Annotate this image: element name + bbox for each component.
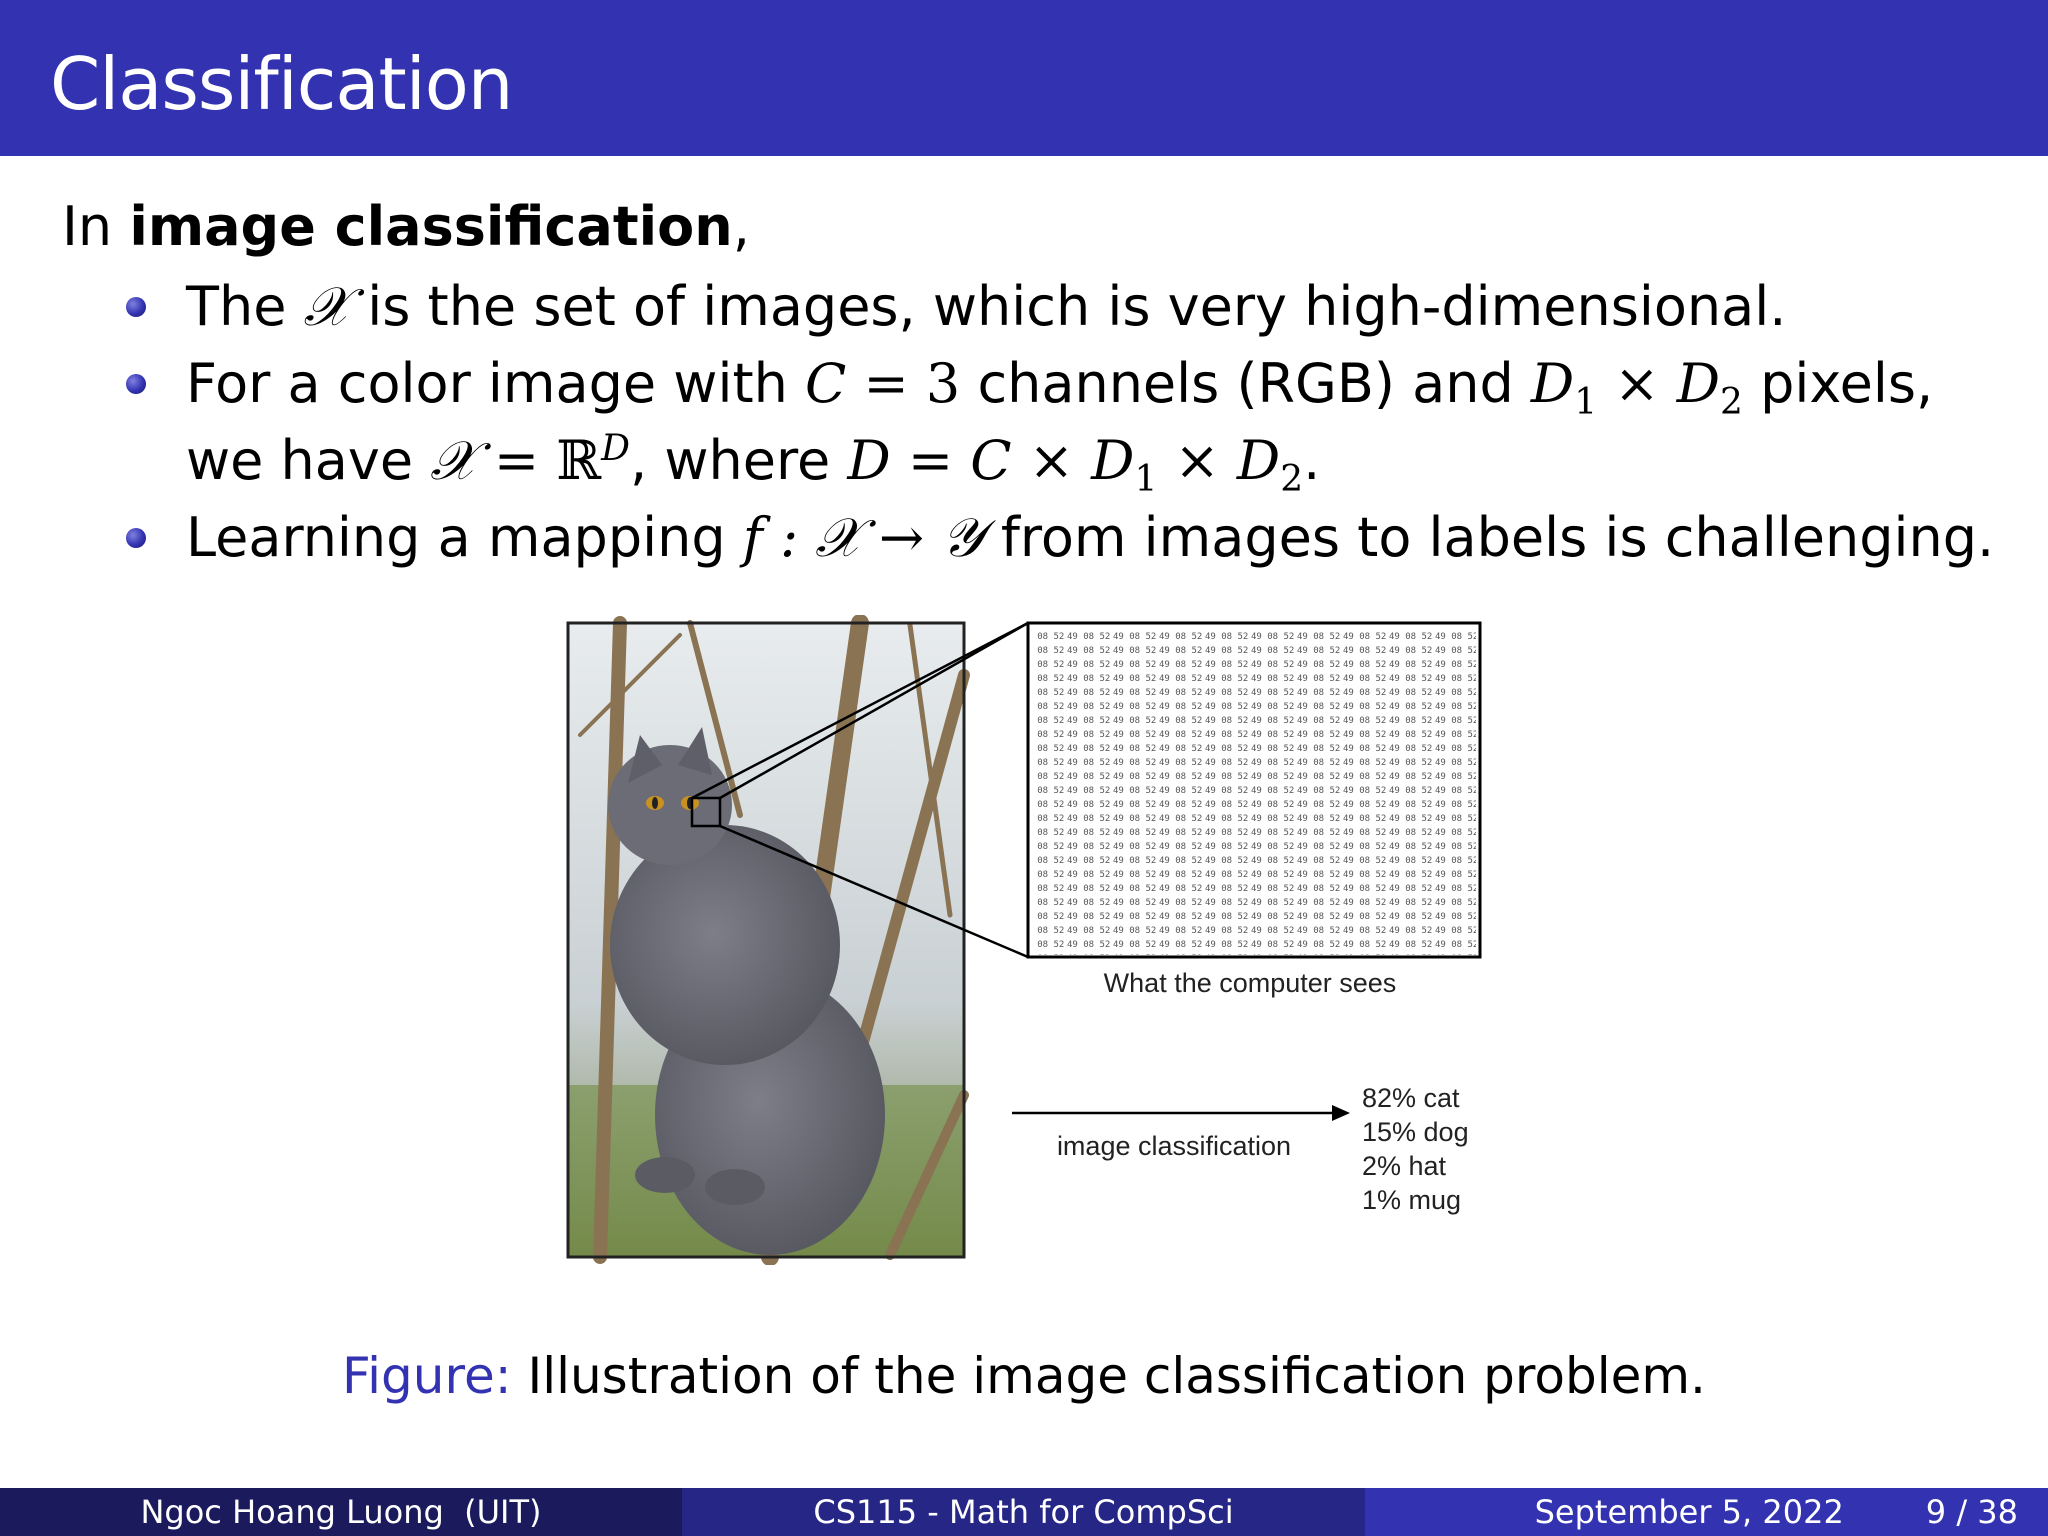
intro-bold-term: image classification xyxy=(129,195,733,258)
footer-page-number: 9 / 38 xyxy=(1925,1493,2018,1531)
prediction-dog: 15% dog xyxy=(1362,1117,1469,1147)
slide-footer xyxy=(0,1488,2048,1536)
bullet-marker-3 xyxy=(126,528,146,548)
classification-arrow xyxy=(1012,1105,1350,1121)
footer-date: September 5, 2022 xyxy=(1534,1493,1844,1531)
computer-sees-label: What the computer sees xyxy=(1103,968,1397,998)
caption-label: Figure: xyxy=(342,1347,512,1405)
bullet-3-text: Learning a mapping f : 𝒳 → 𝒴 from images to labels is challenging. xyxy=(186,506,1995,569)
intro-suffix: , xyxy=(732,195,750,258)
bullet-1-text: The 𝒳 is the set of images, which is very high-dimensional. xyxy=(186,275,1787,338)
bullet-2-line-2: we have 𝒳 = ℝ$^D$, where $D = C \times D_1 \times D_2$. xyxy=(186,428,1321,500)
footer-author: Ngoc Hoang Luong (UIT) xyxy=(140,1493,542,1531)
bullet-marker-2 xyxy=(126,374,146,394)
pixel-value-grid xyxy=(1028,623,1480,957)
arrow-label: image classification xyxy=(1056,1131,1292,1161)
footer-course-section xyxy=(682,1488,1365,1536)
bullet-marker-1 xyxy=(126,297,146,317)
classification-figure xyxy=(560,615,1500,1265)
prediction-mug: 1% mug xyxy=(1362,1185,1462,1215)
prediction-cat: 82% cat xyxy=(1362,1083,1460,1113)
footer-author-section xyxy=(0,1488,682,1536)
cat-photo xyxy=(568,623,964,1257)
footer-date-section xyxy=(1365,1488,2048,1536)
slide-title-bar xyxy=(0,0,2048,156)
prediction-list xyxy=(1362,1083,1469,1215)
slide-title: Classification xyxy=(50,42,513,126)
intro-line xyxy=(62,196,750,258)
bullet-2-line-1: For a color image with C = 3 channels (RGB) and $D_1 \times D_2$ pixels, xyxy=(186,352,1934,423)
caption-text: Illustration of the image classification problem. xyxy=(511,1347,1706,1405)
figure-caption xyxy=(0,1346,2048,1406)
footer-course: CS115 - Math for CompSci xyxy=(813,1493,1234,1531)
intro-prefix: In xyxy=(62,195,130,258)
prediction-hat: 2% hat xyxy=(1362,1151,1447,1181)
